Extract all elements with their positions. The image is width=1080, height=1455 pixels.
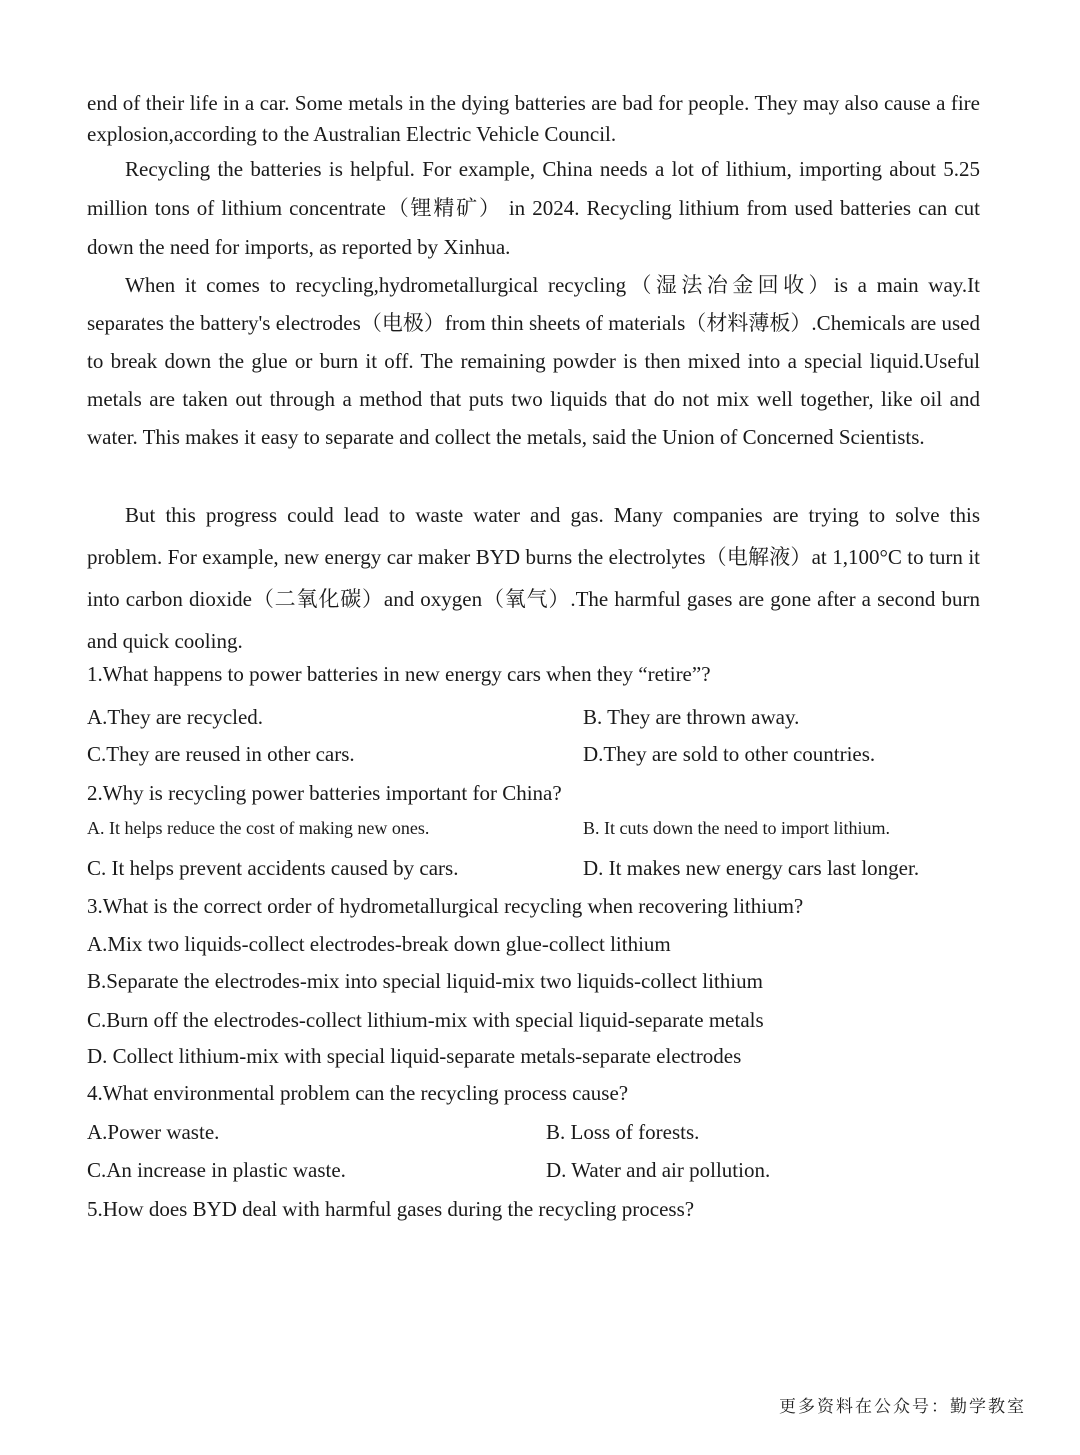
question-5-stem: 5.How does BYD deal with harmful gases during the recycling process?: [87, 1197, 695, 1221]
question-1-option-d: D.They are sold to other countries.: [583, 742, 876, 766]
question-3-stem: 3.What is the correct order of hydrometallurgical recycling when recovering lithium?: [87, 894, 804, 918]
question-4-option-c: C.An increase in plastic waste.: [87, 1158, 346, 1182]
question-2-option-b: B. It cuts down the need to import lithium.: [583, 818, 890, 838]
question-1-option-b: B. They are thrown away.: [583, 705, 800, 729]
question-3-option-d: D. Collect lithium-mix with special liquid-separate metals-separate electrodes: [87, 1044, 742, 1068]
question-3-option-a: A.Mix two liquids-collect electrodes-break down glue-collect lithium: [87, 932, 671, 956]
passage-paragraph-2: Recycling the batteries is helpful. For example, China needs a lot of lithium, importing about 5.25 million tons of lithium concentrate（锂精矿） in 2024. Recycling lithium from used batteries can cut down the need for imports, as reported by Xinhua.: [87, 157, 980, 259]
footer-watermark-text: 更多资料在公众号：勤学教室: [779, 1397, 1026, 1417]
passage-paragraph-3: When it comes to recycling,hydrometallurgical recycling（湿法冶金回收）is a main way.It separates the battery's electrodes（电极）from thin sheets of materials（材料薄板）.Chemicals are used to break down the glue or burn it off. The remaining powder is then mixed into a special liquid.Useful metals are taken out through a method that puts two liquids that do not mix well together, like oil and water. This makes it easy to separate and collect the metals, said the Union of Concerned Scientists.: [87, 273, 980, 449]
question-3-option-c: C.Burn off the electrodes-collect lithium-mix with special liquid-separate metals: [87, 1008, 764, 1032]
passage-paragraph-1: end of their life in a car. Some metals in the dying batteries are bad for people. They may also cause a fire explosion,according to the Australian Electric Vehicle Council.: [87, 91, 980, 146]
question-1-stem: 1.What happens to power batteries in new energy cars when they “retire”?: [87, 662, 711, 686]
question-1-option-c: C.They are reused in other cars.: [87, 742, 355, 766]
question-2-stem: 2.Why is recycling power batteries important for China?: [87, 781, 562, 805]
question-2-option-a: A. It helps reduce the cost of making new ones.: [87, 818, 430, 838]
question-4-option-a: A.Power waste.: [87, 1120, 220, 1144]
question-4-stem: 4.What environmental problem can the recycling process cause?: [87, 1081, 629, 1105]
passage-paragraph-4: But this progress could lead to waste water and gas. Many companies are trying to solve this problem. For example, new energy car maker BYD burns the electrolytes（电解液）at 1,100°C to turn it into carbon dioxide（二氧化碳）and oxygen（氧气）.The harmful gases are gone after a second burn and quick cooling.: [87, 503, 980, 653]
question-2-option-c: C. It helps prevent accidents caused by cars.: [87, 856, 459, 880]
question-2-option-d: D. It makes new energy cars last longer.: [583, 856, 920, 880]
question-3-option-b: B.Separate the electrodes-mix into special liquid-mix two liquids-collect lithium: [87, 969, 763, 993]
question-4-option-b: B. Loss of forests.: [546, 1120, 700, 1144]
question-4-option-d: D. Water and air pollution.: [546, 1158, 771, 1182]
question-1-option-a: A.They are recycled.: [87, 705, 264, 729]
